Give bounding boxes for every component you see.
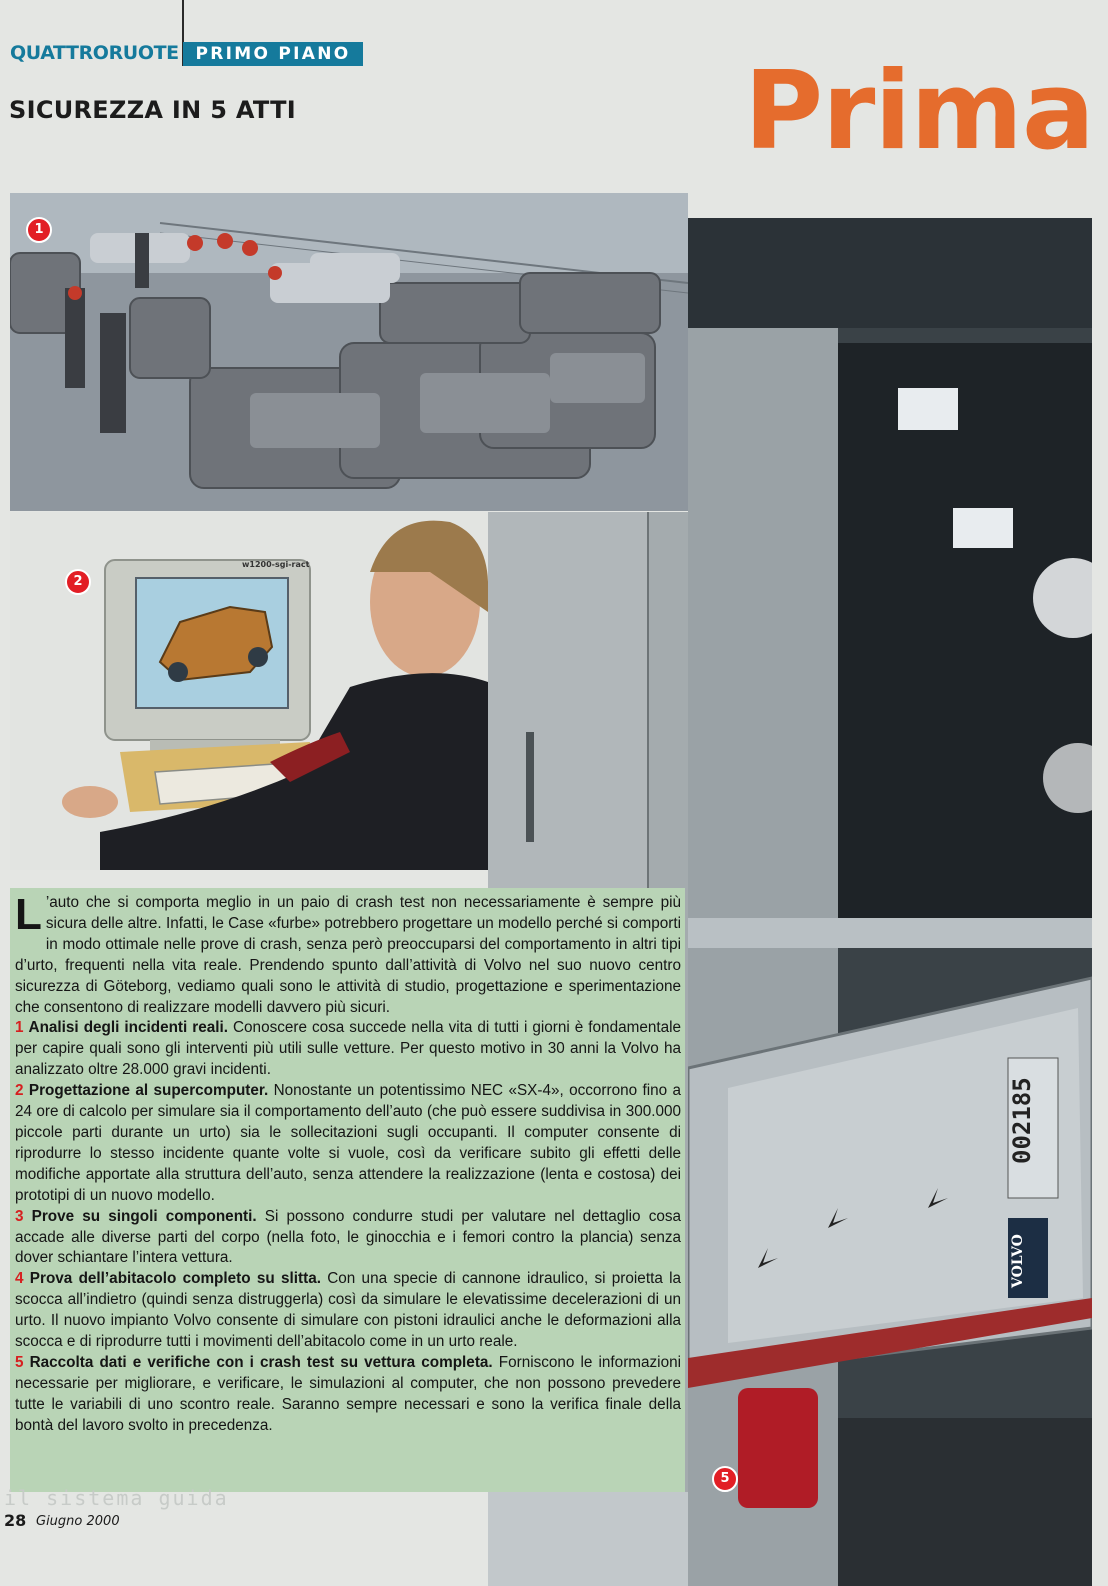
section-title: Raccolta dati e verifiche con i crash test su vettura completa. [29, 1353, 493, 1371]
photo-number-5: 5 [712, 1466, 738, 1492]
section-title: Prove su singoli componenti. [31, 1207, 257, 1225]
issue-date: Giugno 2000 [36, 1514, 120, 1529]
section-title: Prova dell’abitacolo completo su slitta. [29, 1270, 321, 1288]
section-title: Progettazione al supercomputer. [28, 1082, 269, 1100]
volvo-badge: VOLVO [1010, 1234, 1026, 1288]
section-number: 2 [15, 1082, 24, 1100]
article-kicker: SICUREZZA IN 5 ATTI [9, 96, 296, 124]
section-number: 3 [15, 1207, 24, 1225]
article-section-3 [15, 1207, 681, 1270]
article-text-box [10, 888, 685, 1492]
section-number: 4 [15, 1270, 24, 1288]
crash-rig-illustration [688, 218, 1092, 1586]
section-text: Con una specie di cannone idraulico, si proietta la scocca all’indietro (quindi senza distruggerla) così da simulare le elevatissime decelerazioni di un urto. Il nuovo impianto Volvo consente di simulare con pistoni idraulici anche le deformazioni alla scocca e di riprodurre tutti i movimenti dell’abitacolo come in un urto reale. [15, 1270, 682, 1351]
section-title: Analisi degli incidenti reali. [28, 1019, 228, 1037]
article-section-5 [15, 1353, 681, 1437]
article-section-4 [15, 1269, 681, 1353]
photo-computer [10, 512, 488, 870]
section-text: Si possono condurre studi per valutare nel dettaglio cosa accade alle diverse parti del corpo (nella foto, le ginocchia e i femori contro la plancia) senza dover schiantare l’intera vettura. [15, 1207, 682, 1267]
photo-number-1: 1 [26, 217, 52, 243]
section-number: 5 [15, 1353, 24, 1371]
section-number: 1 [15, 1019, 24, 1037]
monitor-label: w1200-sgi-ract [242, 560, 310, 569]
section-tag: PRIMO PIANO [183, 42, 363, 66]
article-section-1 [15, 1018, 681, 1081]
article-body [15, 890, 682, 1437]
car-number [1008, 1134, 1036, 1164]
intro-text: ’auto che si comporta meglio in un paio di crash test non necessariamente è sempre più sicura delle altre. Infatti, le Case «furbe» potrebbero progettare un modello perché si comporti in modo ottimale nelle prove di crash, senza però preoccuparsi del comportamento in altri tipi d’urto, frequenti nella vita reale. Prendendo spunto dall’attività di Volvo nel suo nuovo centro sicurezza di Göteborg, vediamo quali sono le attività di studio, progettazione e sperimentazione che consentono di realizzare modelli davvero più sicuri. [15, 894, 681, 1016]
photo-crash-rig [688, 218, 1092, 1586]
photo-number-2: 2 [65, 569, 91, 595]
section-text: Conoscere cosa succede nella vita di tutti i giorni è fondamentale per capire quali sono gli interventi più utili sulle vetture. Per questo motivo in 30 anni la Volvo ha analizzato oltre 28.000 gravi incidenti. [15, 1019, 681, 1079]
section-text: Forniscono le informazioni necessarie per migliorare, e verificare, le simulazioni al computer, che non possono prevedere tutte le variabili di uno scontro reale. Saranno sempre necessari e sono la verifica finale della bontà del lavoro svolto in precedenza. [15, 1353, 681, 1434]
page-number: 28 [4, 1511, 27, 1530]
article-section-2 [15, 1081, 681, 1206]
article-intro [15, 890, 681, 1018]
article-headline: Prima [744, 49, 1094, 174]
pileup-illustration [10, 193, 688, 511]
show-through-text: il sistema guida [4, 1486, 229, 1510]
drop-cap: L [15, 890, 42, 939]
photo-pileup [10, 193, 688, 511]
section-text: Nonostante un potentissimo NEC «SX-4», occorrono fino a 24 ore di calcolo per simulare sia il comportamento dell’auto (che può essere suddivisa in 300.000 piccole parti durante un urto) sia le sollecitazioni sugli occupanti. Il computer consente di riprodurre lo stesso incidente quante volte si vuole, così da verificare subito gli effetti delle modifiche apportate alla struttura dell’auto, senza attendere la realizzazione (lenta e costosa) dei prototipi di un nuovo modello. [15, 1082, 682, 1204]
magazine-brand: QUATTRORUOTE [10, 42, 179, 64]
